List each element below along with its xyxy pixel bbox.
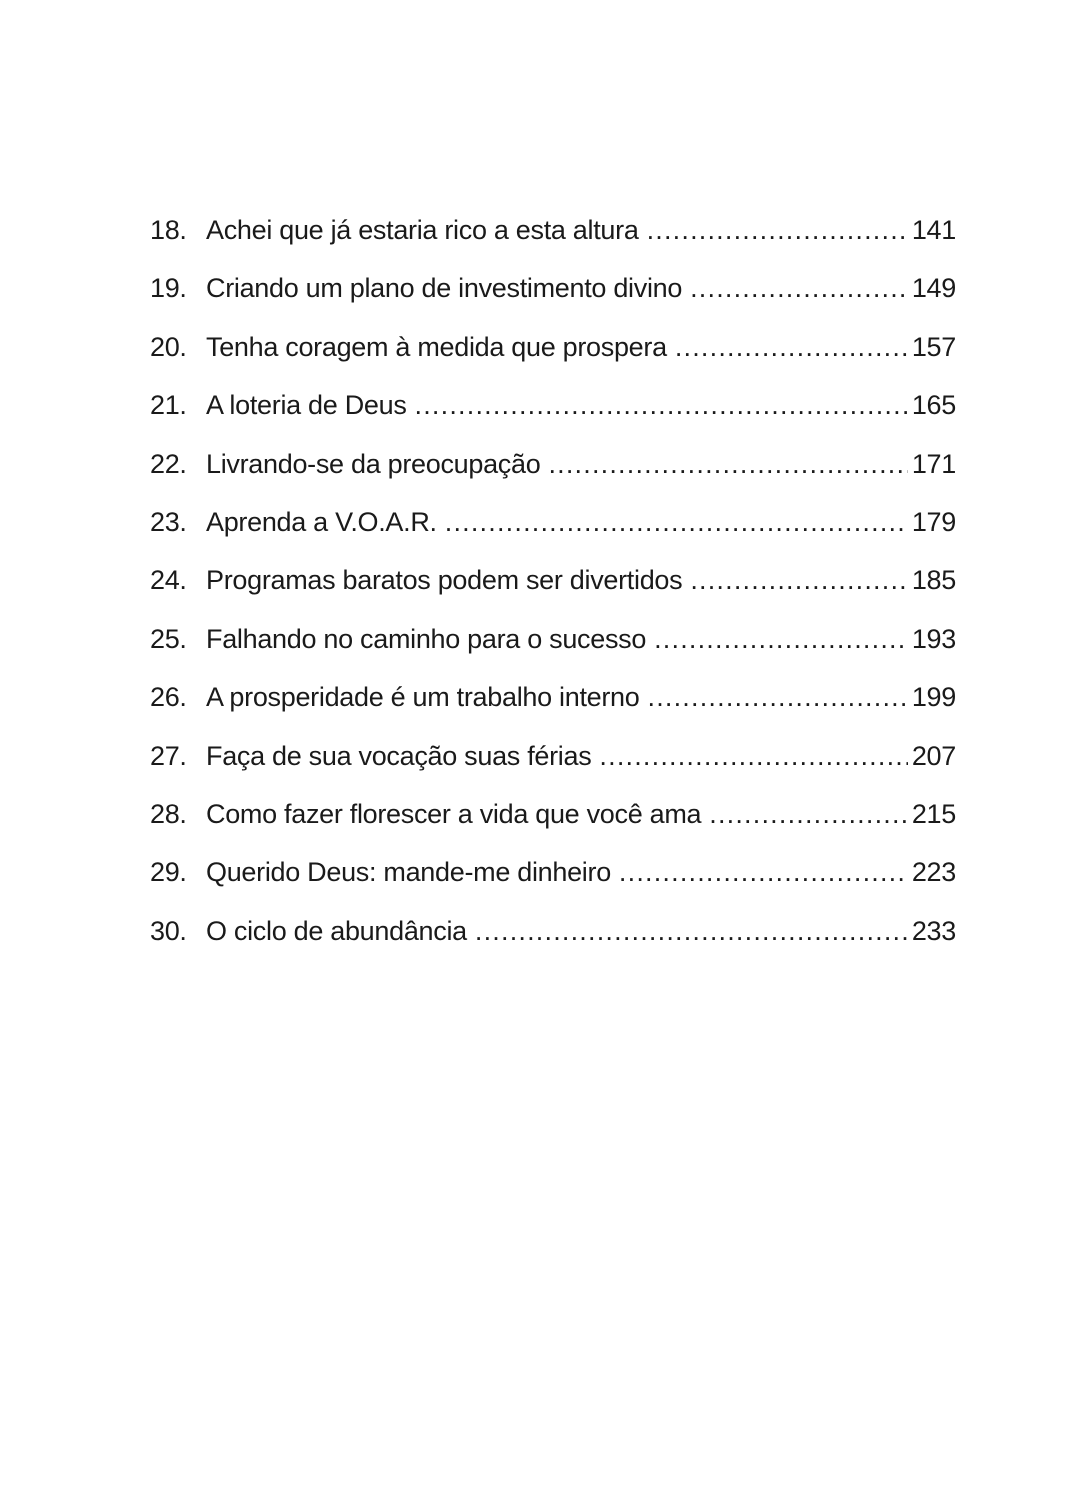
- dot-leader: [415, 381, 908, 429]
- table-of-contents: [150, 206, 956, 965]
- chapter-number: 23.: [150, 506, 187, 537]
- dot-leader: [690, 264, 908, 312]
- chapter-number: 29.: [150, 857, 187, 888]
- chapter-number: 30.: [150, 915, 187, 946]
- chapter-title: Tenha coragem à medida que prospera: [206, 331, 667, 362]
- chapter-title: A prosperidade é um trabalho interno: [206, 682, 640, 713]
- page-number: 179: [911, 506, 956, 537]
- chapter-title: Faça de sua vocação suas férias: [206, 740, 592, 771]
- toc-entry: [150, 264, 956, 322]
- toc-entry: [150, 673, 956, 731]
- page-number: 185: [911, 565, 956, 596]
- chapter-number: 28.: [150, 798, 187, 829]
- chapter-title: Aprenda a V.O.A.R.: [206, 506, 437, 537]
- chapter-title: Achei que já estaria rico a esta altura: [206, 215, 639, 245]
- page-number: 149: [911, 273, 956, 304]
- dot-leader: [648, 673, 908, 721]
- page-number: 157: [911, 331, 956, 362]
- chapter-title: O ciclo de abundância: [206, 915, 467, 946]
- dot-leader: [675, 323, 908, 371]
- page-number: 233: [911, 915, 956, 946]
- chapter-number: 20.: [150, 331, 187, 362]
- chapter-number: 22.: [150, 448, 187, 479]
- chapter-title: Programas baratos podem ser divertidos: [206, 565, 683, 596]
- toc-entry: [150, 790, 956, 848]
- toc-entry: [150, 615, 956, 673]
- toc-entry: [150, 206, 956, 264]
- chapter-number: 26.: [150, 682, 187, 713]
- chapter-number: 24.: [150, 565, 187, 596]
- page-number: 165: [911, 390, 956, 421]
- toc-entry: [150, 498, 956, 556]
- page-number: 199: [911, 682, 956, 713]
- page-number: 141: [911, 215, 956, 245]
- toc-entry: [150, 440, 956, 498]
- chapter-number: 21.: [150, 390, 187, 421]
- page-number: 207: [911, 740, 956, 771]
- page-number: 193: [911, 623, 956, 654]
- chapter-title: Criando um plano de investimento divino: [206, 273, 683, 304]
- chapter-number: 25.: [150, 623, 187, 654]
- chapter-number: 19.: [150, 273, 187, 304]
- dot-leader: [647, 206, 908, 254]
- chapter-title: Como fazer florescer a vida que você ama: [206, 798, 702, 829]
- chapter-title: Querido Deus: mande-me dinheiro: [206, 857, 611, 888]
- dot-leader: [548, 440, 907, 488]
- page-number: 223: [911, 857, 956, 888]
- toc-entry: [150, 848, 956, 906]
- dot-leader: [445, 498, 908, 546]
- dot-leader: [599, 732, 907, 780]
- toc-entry: [150, 556, 956, 614]
- toc-entry: [150, 732, 956, 790]
- dot-leader: [654, 615, 908, 663]
- page-number: 171: [911, 448, 956, 479]
- chapter-number: 18.: [150, 215, 187, 245]
- chapter-title: A loteria de Deus: [206, 390, 407, 421]
- chapter-title: Livrando-se da preocupação: [206, 448, 541, 479]
- dot-leader: [690, 556, 908, 604]
- toc-entry: [150, 381, 956, 439]
- dot-leader: [475, 907, 908, 955]
- dot-leader: [619, 848, 908, 896]
- chapter-title: Falhando no caminho para o sucesso: [206, 623, 647, 654]
- page-number: 215: [911, 798, 956, 829]
- dot-leader: [709, 790, 908, 838]
- toc-entry: [150, 907, 956, 965]
- toc-entry: [150, 323, 956, 381]
- chapter-number: 27.: [150, 740, 187, 771]
